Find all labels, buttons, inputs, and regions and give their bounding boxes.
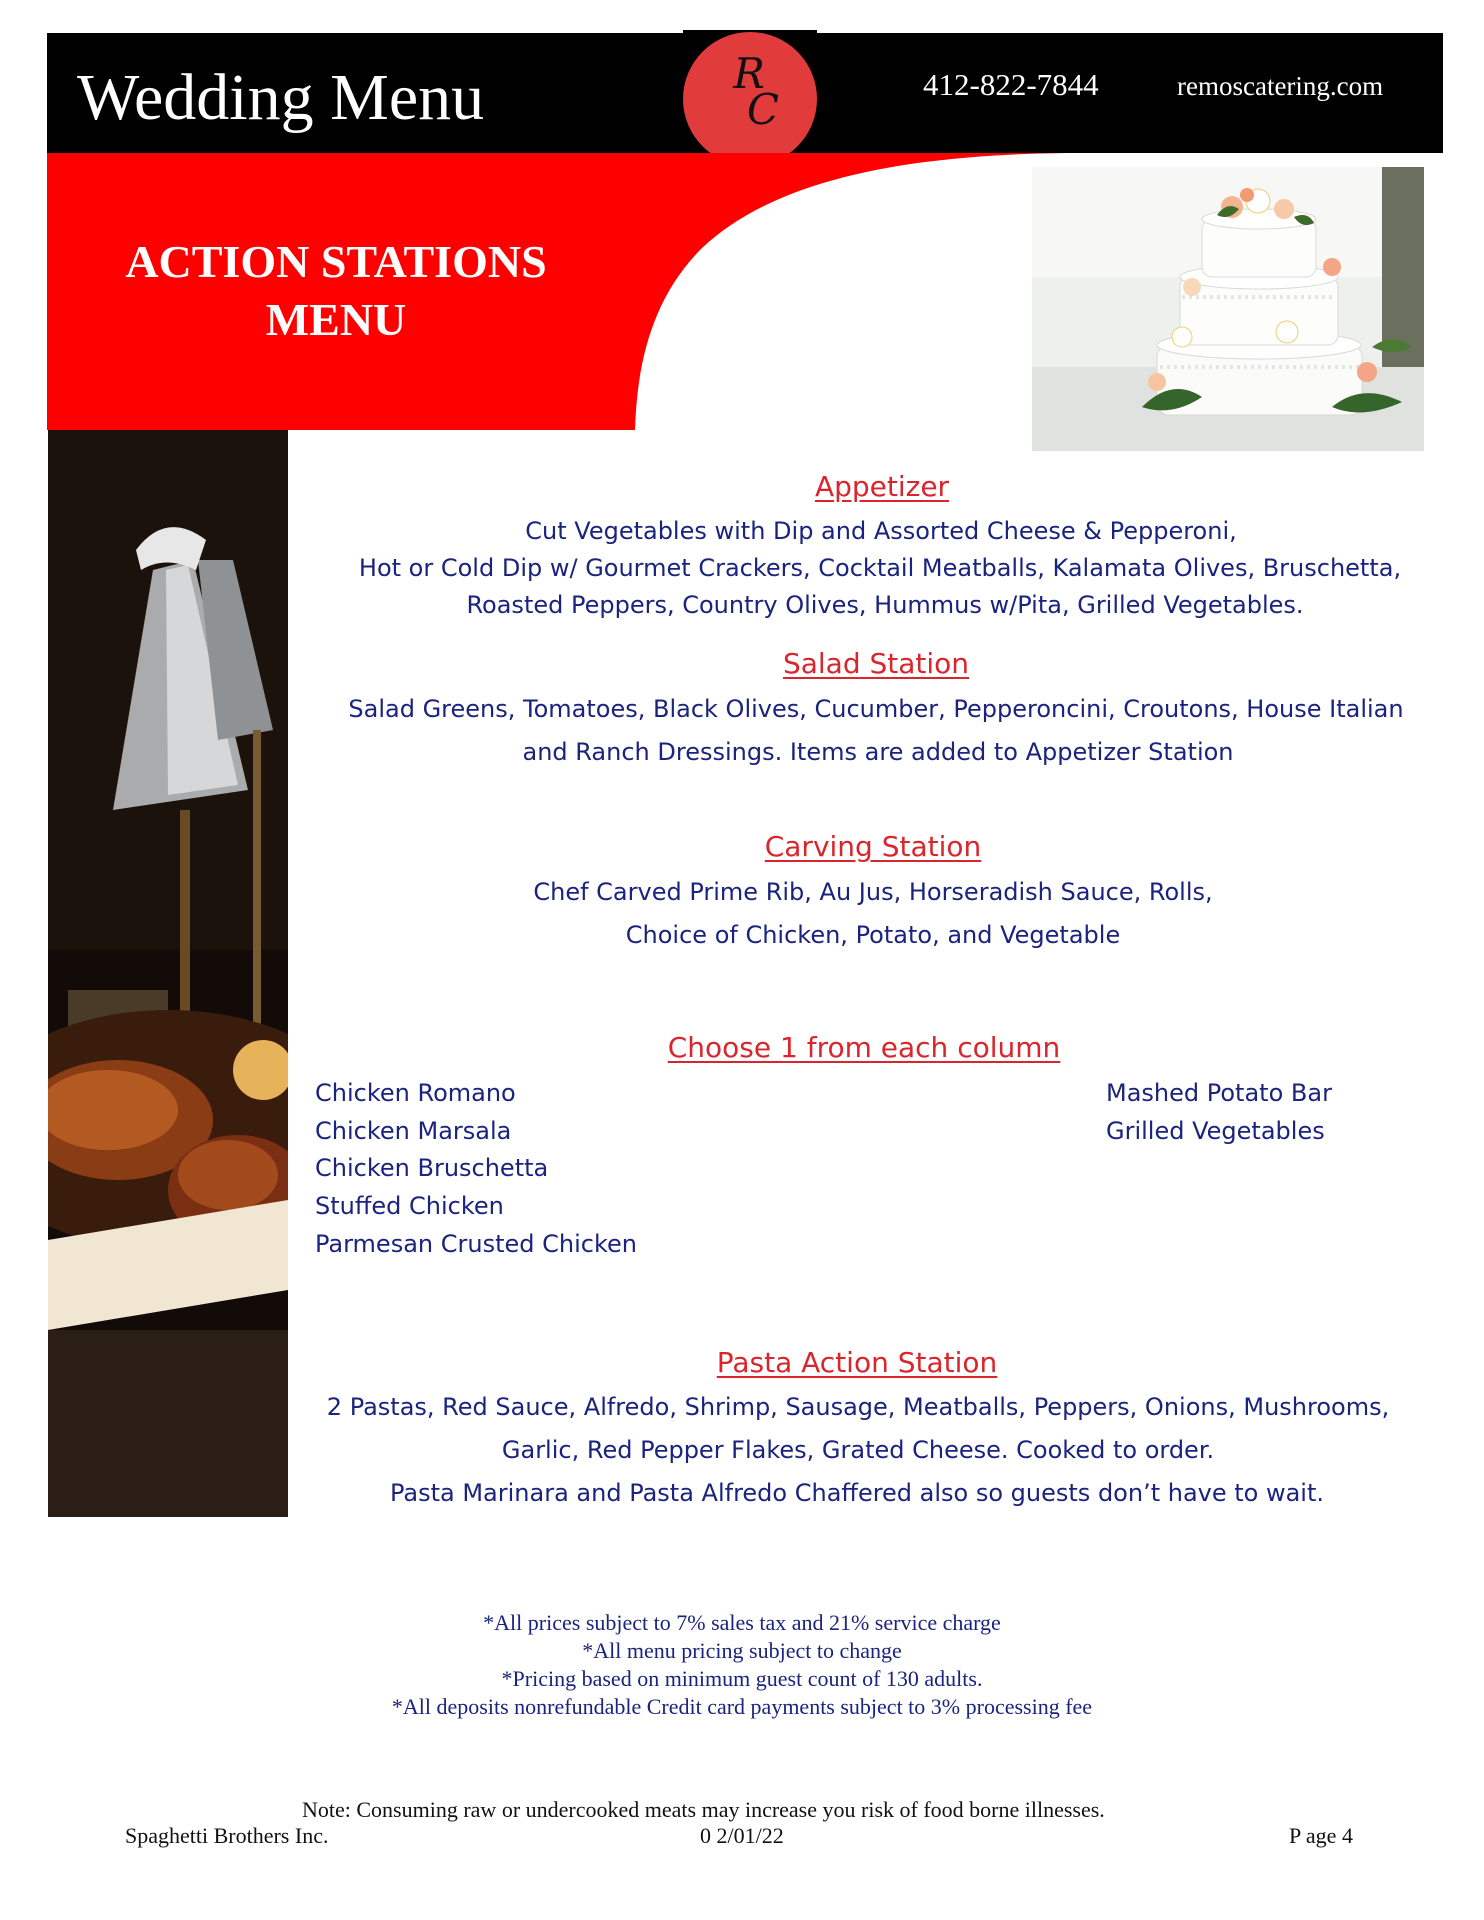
website-link[interactable]: remoscatering.com	[1177, 71, 1384, 101]
salad-line-2: and Ranch Dressings. Items are added to Appetizer Station	[522, 738, 1234, 766]
disclaimer-line: *Pricing based on minimum guest count of 130 adults.	[501, 1666, 983, 1691]
list-item: Mashed Potato Bar	[1106, 1079, 1332, 1107]
list-item: Parmesan Crusted Chicken	[315, 1229, 637, 1258]
appetizer-line-3: Roasted Peppers, Country Olives, Hummus w/Pita, Grilled Vegetables.	[466, 591, 1304, 619]
food-safety-note: Note: Consuming raw or undercooked meats may increase you risk of food borne illnesses.	[302, 1797, 1105, 1822]
pasta-line-1: 2 Pastas, Red Sauce, Alfredo, Shrimp, Sausage, Meatballs, Peppers, Onions, Mushrooms,	[326, 1393, 1390, 1421]
salad-line-1: Salad Greens, Tomatoes, Black Olives, Cucumber, Pepperoncini, Croutons, House Italian	[348, 695, 1404, 723]
banner-title-line1: ACTION STATIONS	[125, 236, 547, 287]
list-item: Chicken Marsala	[315, 1116, 512, 1145]
disclaimer-line: *All deposits nonrefundable Credit card payments subject to 3% processing fee	[391, 1694, 1093, 1719]
pasta-line-2: Garlic, Red Pepper Flakes, Grated Cheese. Cooked to order.	[501, 1436, 1215, 1464]
list-item: Chicken Romano	[315, 1079, 516, 1107]
banner-title-line2: MENU	[265, 294, 407, 345]
page-title: Wedding Menu	[77, 61, 485, 134]
disclaimer-line: *All menu pricing subject to change	[582, 1638, 902, 1663]
appetizer-line-1: Cut Vegetables with Dip and Assorted Cheese & Pepperoni,	[525, 517, 1237, 545]
section-title-salad: Salad Station	[782, 647, 970, 680]
company-name: Spaghetti Brothers Inc.	[125, 1823, 329, 1848]
list-item: Stuffed Chicken	[315, 1192, 504, 1221]
appetizer-line-2: Hot or Cold Dip w/ Gourmet Crackers, Cocktail Meatballs, Kalamata Olives, Bruschetta,	[358, 554, 1402, 582]
banner-title	[80, 233, 592, 349]
carving-line-1: Chef Carved Prime Rib, Au Jus, Horseradish Sauce, Rolls,	[533, 878, 1213, 906]
wedding-cake-photo	[1032, 167, 1424, 451]
side-column	[1106, 1075, 1332, 1150]
document-date: 0 2/01/22	[700, 1823, 784, 1848]
page-number: P age 4	[1289, 1823, 1353, 1848]
pasta-line-3: Pasta Marinara and Pasta Alfredo Chaffered also so guests don’t have to wait.	[389, 1479, 1325, 1507]
disclaimer-line: *All prices subject to 7% sales tax and 21% service charge	[483, 1610, 1001, 1635]
section-title-pasta: Pasta Action Station	[716, 1346, 998, 1379]
carving-line-2: Choice of Chicken, Potato, and Vegetable	[625, 921, 1121, 949]
chicken-column	[315, 1075, 637, 1264]
phone-number: 412-822-7844	[923, 67, 1099, 102]
logo-letter-c: C	[746, 85, 782, 134]
logo-monogram	[683, 49, 817, 134]
list-item: Grilled Vegetables	[1106, 1116, 1325, 1145]
section-title-carving: Carving Station	[764, 830, 982, 863]
buffet-photo-strip	[48, 430, 288, 1517]
section-title-choose: Choose 1 from each column	[667, 1031, 1061, 1064]
section-title-appetizer: Appetizer	[814, 470, 950, 503]
logo-letter-r: R	[733, 49, 767, 98]
list-item: Chicken Bruschetta	[315, 1154, 549, 1183]
